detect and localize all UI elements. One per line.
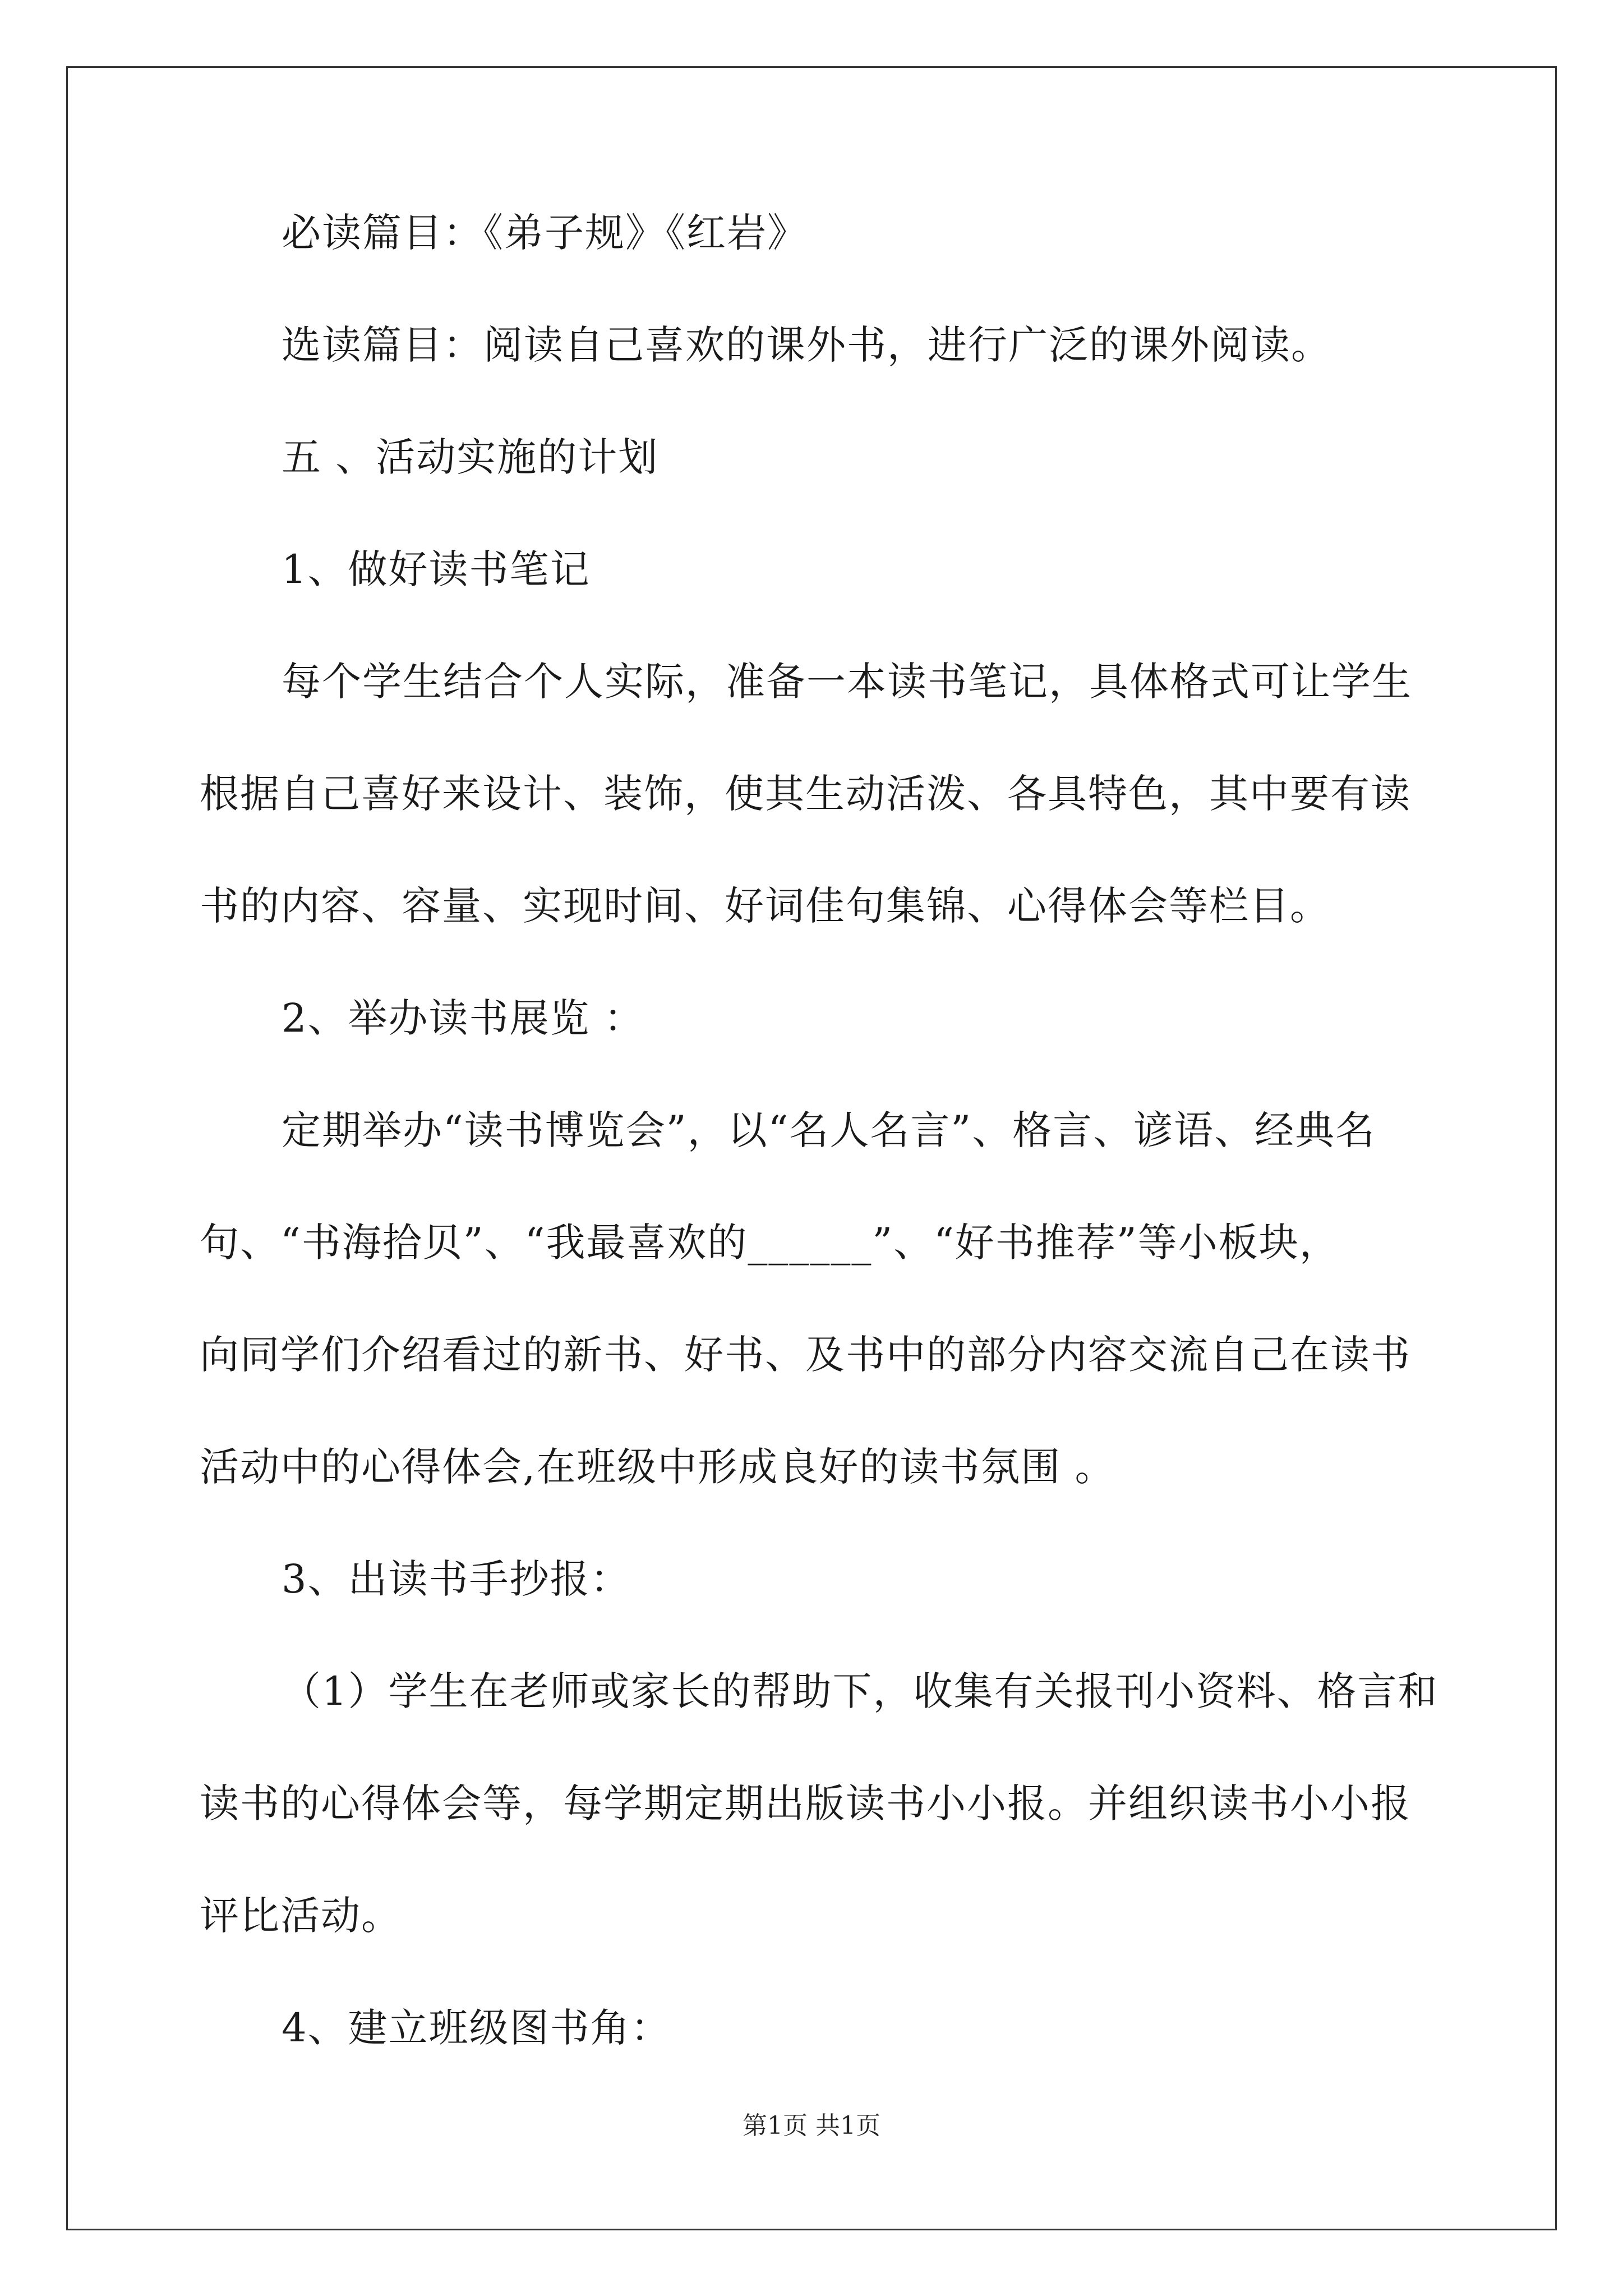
paragraph-line: 每个学生结合个人实际，准备一本读书笔记，具体格式可让学生 xyxy=(282,659,1412,705)
paragraph-line: 活动中的心得体会,在班级中形成良好的读书氛围 。 xyxy=(200,1444,1115,1490)
paragraph-line: 向同学们介绍看过的新书、好书、及书中的部分内容交流自己在读书 xyxy=(200,1332,1411,1378)
optional-reading-line: 选读篇目：阅读自己喜欢的课外书，进行广泛的课外阅读。 xyxy=(282,322,1331,368)
paragraph-line: （1）学生在老师或家长的帮助下，收集有关报刊小资料、格言和 xyxy=(282,1668,1438,1714)
section-heading-plan: 五 、活动实施的计划 xyxy=(282,434,659,480)
page-number-footer: 第1页 共1页 xyxy=(743,2111,880,2140)
paragraph-line: 读书的心得体会等，每学期定期出版读书小小报。并组织读书小小报 xyxy=(200,1780,1411,1826)
item-heading-handwritten-paper: 3、出读书手抄报： xyxy=(282,1556,631,1602)
item-heading-exhibition: 2、举办读书展览 ： xyxy=(282,995,644,1041)
paragraph-line: 评比活动。 xyxy=(200,1893,402,1939)
paragraph-line: 书的内容、容量、实现时间、好词佳句集锦、心得体会等栏目。 xyxy=(200,883,1330,929)
required-reading-line: 必读篇目：《弟子规》《红岩》 xyxy=(282,210,808,256)
item-heading-book-corner: 4、建立班级图书角： xyxy=(282,2005,671,2051)
paragraph-line: 根据自己喜好来设计、装饰，使其生动活泼、各具特色，其中要有读 xyxy=(200,771,1411,817)
paragraph-line: 定期举办“读书博览会”，以“名人名言”、格言、谚语、经典名 xyxy=(282,1107,1376,1153)
item-heading-notes: 1、做好读书笔记 xyxy=(282,546,591,592)
paragraph-line: 句、“书海拾贝”、“我最喜欢的______”、“好书推荐”等小板块， xyxy=(200,1220,1340,1266)
